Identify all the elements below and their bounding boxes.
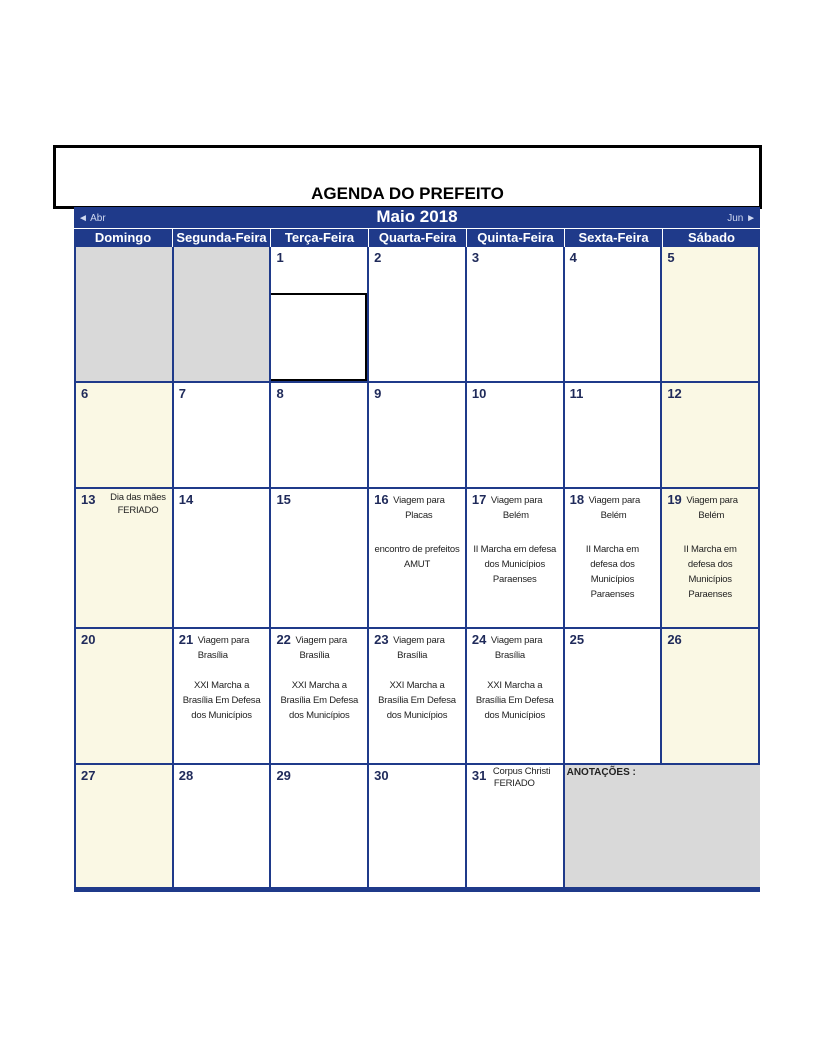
day-number: 11 [569, 386, 584, 401]
day-number: 18 [569, 492, 585, 507]
day-cell-2[interactable] [369, 247, 467, 383]
event-line: FERIADO [493, 778, 535, 789]
event-line: Brasília [397, 650, 428, 661]
day-cell-24[interactable] [467, 629, 565, 765]
event-line: Paraenses [590, 589, 635, 600]
day-number: 31 [471, 768, 487, 783]
week-row [76, 629, 760, 765]
day-cell-11[interactable] [565, 383, 663, 489]
day-number: 20 [81, 632, 96, 647]
day-cell-31[interactable] [467, 765, 565, 889]
event-text [106, 491, 170, 517]
event-line: Viagem para [490, 635, 543, 646]
event-text [393, 633, 463, 663]
event-line: Belém [502, 510, 529, 521]
event-line: Municípios [688, 574, 732, 585]
weekday-friday: Sexta-Feira [564, 229, 662, 247]
event-line: Viagem para [686, 495, 738, 506]
weekday-tuesday: Terça-Feira [270, 229, 368, 247]
event-line: Paraenses [688, 589, 732, 600]
event-text [393, 493, 463, 523]
event-line: Belém [698, 510, 725, 521]
calendar [74, 207, 760, 892]
day-cell-12[interactable] [662, 383, 760, 489]
event-text [567, 542, 659, 602]
event-line: defesa dos [687, 559, 733, 570]
day-number: 27 [81, 768, 96, 783]
day-cell-10[interactable] [467, 383, 565, 489]
week-row [76, 383, 760, 489]
event-text [686, 493, 756, 523]
event-text [198, 633, 268, 663]
day-number: 10 [471, 386, 487, 401]
day-cell-18[interactable] [565, 489, 663, 629]
event-line: Brasília Em Defesa [182, 695, 261, 706]
month-bar [74, 207, 760, 228]
page-title: AGENDA DO PREFEITO [311, 184, 504, 203]
next-month-link[interactable]: Jun ► [727, 213, 756, 224]
notes-label: ANOTAÇÕES : [566, 767, 636, 778]
day-cell-3[interactable] [467, 247, 565, 383]
event-line: Viagem para [588, 495, 641, 506]
event-line: XXI Marcha a [487, 680, 543, 691]
weekday-monday: Segunda-Feira [172, 229, 270, 247]
event-text [469, 542, 561, 587]
day-cell-27[interactable] [76, 765, 174, 889]
day-cell-1[interactable] [271, 247, 369, 383]
event-text [176, 678, 268, 723]
day-cell-19[interactable] [662, 489, 760, 629]
day-number: 19 [667, 492, 682, 507]
day-cell-15[interactable] [271, 489, 369, 629]
day-cell-9[interactable] [369, 383, 467, 489]
event-line: XXI Marcha a [194, 680, 250, 691]
event-text [491, 633, 561, 663]
day-cell-16[interactable] [369, 489, 467, 629]
day-number: 15 [276, 492, 291, 507]
day-number: 7 [178, 386, 186, 401]
day-cell-5[interactable] [662, 247, 760, 383]
weekday-header [74, 228, 760, 247]
event-text [371, 542, 463, 572]
day-number: 6 [81, 386, 89, 401]
notes-area[interactable] [565, 765, 760, 889]
day-cell-8[interactable] [271, 383, 369, 489]
weekday-sunday: Domingo [94, 230, 152, 245]
event-line: Belém [600, 510, 627, 521]
event-text [664, 542, 756, 602]
event-text [273, 678, 365, 723]
event-line: defesa dos [590, 559, 635, 570]
day-number: 5 [667, 250, 675, 265]
day-cell-4[interactable] [565, 247, 663, 383]
day-number: 3 [471, 250, 480, 265]
event-line: Viagem para [393, 495, 445, 506]
day-cell-13[interactable] [76, 489, 174, 629]
empty-day-cell [76, 247, 174, 383]
day-number: 1 [276, 250, 284, 265]
event-text [589, 493, 659, 523]
event-line: Brasília [299, 650, 330, 661]
event-line: II Marcha em [683, 544, 737, 555]
day-cell-7[interactable] [174, 383, 272, 489]
cell-inner-box [271, 293, 367, 381]
calendar-grid [74, 247, 760, 892]
day-number: 28 [178, 768, 194, 783]
event-line: Corpus Christi [492, 766, 551, 777]
event-line: Dia das mães [110, 492, 166, 503]
event-line: dos Municípios [484, 710, 546, 721]
day-cell-23[interactable] [369, 629, 467, 765]
day-number: 4 [569, 250, 577, 265]
day-number: 24 [471, 632, 487, 647]
prev-month-link[interactable]: ◄ Abr [78, 213, 106, 224]
event-line: AMUT [403, 559, 431, 570]
event-line: dos Municípios [289, 710, 350, 721]
event-line: Municípios [590, 574, 635, 585]
event-line: Viagem para [393, 635, 445, 646]
day-cell-25[interactable] [565, 629, 663, 765]
event-line: Brasília Em Defesa [475, 695, 554, 706]
event-line: encontro de prefeitos [374, 544, 460, 555]
day-cell-20[interactable] [76, 629, 174, 765]
day-number: 16 [374, 492, 389, 507]
day-number: 12 [667, 386, 682, 401]
event-line: dos Municípios [484, 559, 546, 570]
day-cell-17[interactable] [467, 489, 565, 629]
event-line: II Marcha em defesa [473, 544, 557, 555]
event-line: Paraenses [492, 574, 537, 585]
weekday-thursday: Quinta-Feira [466, 229, 564, 247]
week-row [76, 247, 760, 383]
event-line: Brasília Em Defesa [280, 695, 359, 706]
event-line: Placas [405, 510, 433, 521]
day-cell-28[interactable] [174, 765, 272, 889]
day-number: 29 [276, 768, 291, 783]
title-box [53, 145, 762, 209]
day-number: 8 [276, 386, 284, 401]
event-text [295, 633, 365, 663]
day-number: 13 [81, 492, 96, 507]
day-cell-30[interactable] [369, 765, 467, 889]
day-number: 26 [667, 632, 682, 647]
event-line: FERIADO [117, 505, 159, 516]
week-row [76, 489, 760, 629]
day-number: 22 [276, 632, 291, 647]
day-cell-26[interactable] [662, 629, 760, 765]
event-line: Viagem para [197, 635, 250, 646]
event-line: Brasília Em Defesa [378, 695, 456, 706]
day-cell-29[interactable] [271, 765, 369, 889]
month-title: Maio 2018 [376, 207, 458, 226]
empty-day-cell [174, 247, 272, 383]
event-line: II Marcha em [585, 544, 639, 555]
event-text [491, 493, 561, 523]
weekday-saturday: Sábado [662, 229, 760, 247]
day-number: 25 [569, 632, 585, 647]
event-text [469, 678, 561, 723]
event-line: XXI Marcha a [291, 680, 347, 691]
day-number: 23 [374, 632, 389, 647]
event-line: Brasília [494, 650, 525, 661]
event-text [493, 766, 563, 790]
weekday-wednesday: Quarta-Feira [368, 229, 466, 247]
day-number: 17 [471, 492, 487, 507]
day-number: 21 [178, 632, 194, 647]
day-number: 9 [374, 386, 382, 401]
day-cell-14[interactable] [174, 489, 272, 629]
event-line: Brasília [197, 650, 228, 661]
week-row [76, 765, 760, 889]
event-line: dos Municípios [191, 710, 252, 721]
day-number: 14 [178, 492, 194, 507]
event-line: Viagem para [295, 635, 347, 646]
event-line: dos Municípios [386, 710, 448, 721]
event-text [371, 678, 463, 723]
day-cell-21[interactable] [174, 629, 272, 765]
day-cell-6[interactable] [76, 383, 174, 489]
day-number: 30 [374, 768, 389, 783]
day-number: 2 [374, 250, 382, 265]
event-line: Viagem para [490, 495, 543, 506]
event-line: XXI Marcha a [389, 680, 445, 691]
day-cell-22[interactable] [271, 629, 369, 765]
